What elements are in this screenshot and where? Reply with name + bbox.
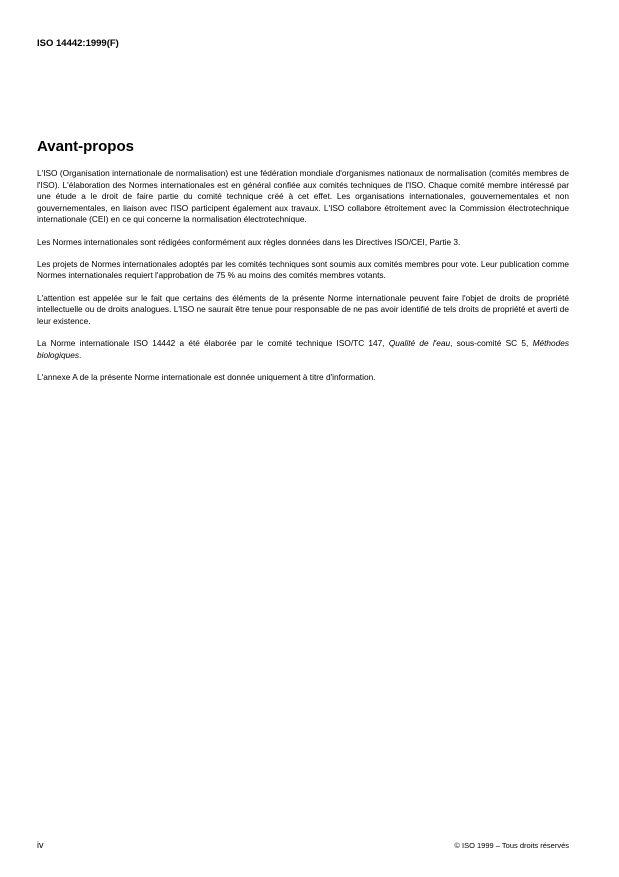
committee-text-3: . [78, 349, 82, 360]
paragraph-committee [37, 338, 569, 361]
paragraph-iso-organisation: L'ISO (Organisation internationale de normalisation) est une fédération mondiale d'organismes nationaux de normalisation (comités membres de l'ISO). L'élaboration des Normes internationales est en général confiée aux comités techniques de l'ISO. Chaque comité membre intéressé par une étude a le droit de faire partie du comité technique créé à cet effet. Les organisations internationales, gouvernementales et non gouvernementales, en liaison avec l'ISO participent également aux travaux. L'ISO collabore étroitement avec la Commission électrotechnique internationale (CEI) en ce qui concerne la normalisation électrotechnique. [37, 168, 569, 225]
foreword-body [37, 168, 569, 394]
subcommittee-name: Méthodes biologiques [37, 337, 569, 360]
committee-text-2: , sous-comité SC 5, [450, 337, 533, 348]
copyright-notice: © ISO 1999 – Tous droits réservés [454, 841, 569, 850]
document-id-header: ISO 14442:1999(F) [37, 38, 119, 49]
paragraph-voting: Les projets de Normes internationales adoptés par les comités techniques sont soumis aux comités membres pour vote. Leur publication comme Normes internationales requiert l'approbation de 75 % au moins des comités membres votants. [37, 258, 569, 281]
paragraph-directives: Les Normes internationales sont rédigées conformément aux règles données dans les Directives ISO/CEI, Partie 3. [37, 236, 461, 247]
paragraph-annex: L'annexe A de la présente Norme internationale est donnée uniquement à titre d'information. [37, 371, 376, 382]
committee-name: Qualité de l'eau [388, 337, 451, 348]
page-number: iv [37, 840, 44, 850]
paragraph-patent-rights: L'attention est appelée sur le fait que certains des éléments de la présente Norme internationale peuvent faire l'objet de droits de propriété intellectuelle ou de droits analogues. L'ISO ne saurait être tenue pour responsable de ne pas avoir identifié de tels droits de propriété et averti de leur existence. [37, 292, 569, 326]
committee-text-1: La Norme internationale ISO 14442 a été élaborée par le comité technique ISO/TC 147, [37, 337, 389, 348]
section-title: Avant-propos [37, 138, 134, 155]
